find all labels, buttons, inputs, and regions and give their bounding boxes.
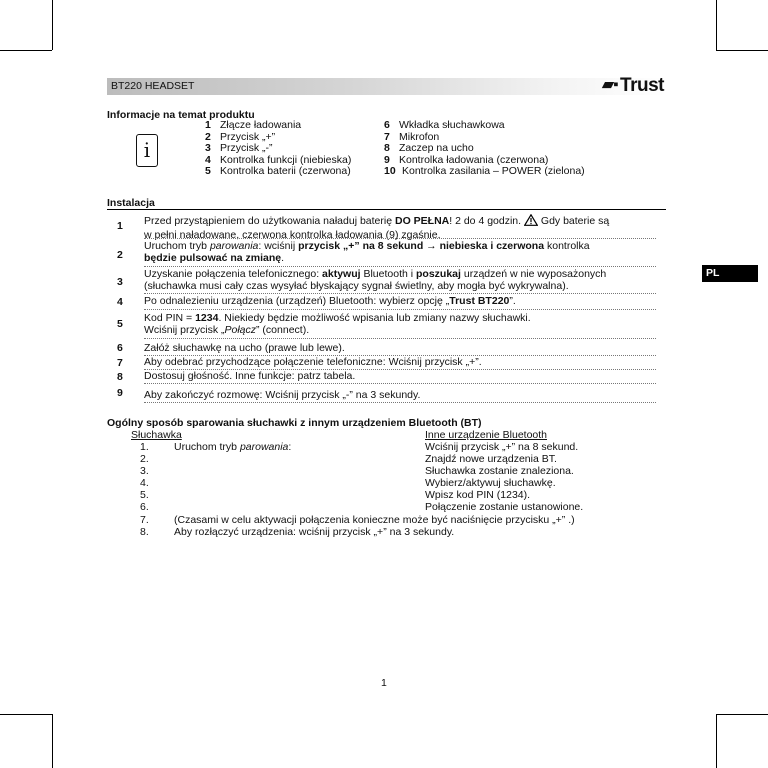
crop-mark-bl-v — [52, 714, 53, 768]
step-number: 6 — [117, 342, 123, 354]
step-9: Aby zakończyć rozmowę: Wciśnij przycisk „-” na 3 sekundy. — [144, 389, 421, 401]
product-heading: Informacje na temat produktu — [107, 109, 255, 121]
brand-logo: ▰▪ Trust — [602, 75, 664, 96]
product-item: 4 Kontrolka funkcji (niebieska) — [205, 153, 352, 166]
product-item: 7 Mikrofon — [384, 130, 440, 143]
row-separator — [144, 266, 656, 267]
step-number: 7 — [117, 357, 123, 369]
step-7: Aby odebrać przychodzące połączenie telefoniczne: Wciśnij przycisk „+”. — [144, 356, 482, 368]
product-item: 6 Wkładka słuchawkowa — [384, 119, 505, 131]
step-8: Dostosuj głośność. Inne funkcje: patrz tabela. — [144, 370, 356, 382]
step-number: 4 — [117, 296, 123, 308]
row-separator — [144, 238, 656, 239]
crop-mark-bl-h — [0, 714, 52, 715]
step-number: 9 — [117, 387, 123, 399]
step-2: Uruchom tryb parowania: wciśnij przycisk „+” na 8 sekund → niebieska i czerwona kontrolka będzie pulsować na zmianę. — [144, 240, 590, 264]
row-separator — [144, 338, 656, 339]
info-icon: i — [136, 134, 158, 167]
pairing-heading: Ogólny sposób sparowania słuchawki z innym urządzeniem Bluetooth (BT) — [107, 417, 482, 429]
row-separator — [144, 383, 656, 384]
row-separator — [144, 402, 656, 403]
step-1: Przed przystąpieniem do użytkowania naładuj baterię DO PEŁNA! 2 do 4 godzin. Gdy baterie są w pełni naładowane, czerwona kontrolka ładowania (9) zgaśnie. — [144, 215, 610, 241]
trust-logo-icon: ▰▪ — [602, 76, 619, 93]
product-item: 3 Przycisk „-” — [205, 142, 273, 154]
crop-mark-br-h — [716, 714, 768, 715]
crop-mark-tl-h — [0, 50, 52, 51]
step-number: 1 — [117, 220, 123, 232]
crop-mark-tl-v — [52, 0, 53, 50]
product-item: 9 Kontrolka ładowania (czerwona) — [384, 153, 549, 166]
row-separator — [144, 309, 656, 310]
pairing-col-right-header: Inne urządzenie Bluetooth — [425, 429, 548, 441]
step-4: Po odnalezieniu urządzenia (urządzeń) Bluetooth: wybierz opcję „Trust BT220”. — [144, 295, 516, 307]
crop-mark-tr-v — [716, 0, 717, 50]
product-item: 10 Kontrolka zasilania – POWER (zielona) — [384, 165, 585, 177]
language-tab: PL — [702, 265, 758, 282]
header-bar — [107, 75, 666, 96]
crop-mark-br-v — [716, 714, 717, 768]
product-item: 5 Kontrolka baterii (czerwona) — [205, 165, 351, 177]
warning-triangle-icon — [524, 214, 538, 230]
step-number: 3 — [117, 276, 123, 288]
product-item: 2 Przycisk „+” — [205, 130, 276, 143]
step-number: 5 — [117, 318, 123, 330]
step-number: 2 — [117, 249, 123, 261]
product-item: 1 Złącze ładowania — [205, 119, 302, 131]
install-rule — [107, 209, 666, 210]
page-number: 1 — [381, 677, 387, 689]
product-item: 8 Zaczep na ucho — [384, 142, 474, 154]
step-6: Załóż słuchawkę na ucho (prawe lub lewe). — [144, 342, 345, 354]
step-number: 8 — [117, 371, 123, 383]
row-separator — [144, 293, 656, 294]
install-heading: Instalacja — [107, 197, 155, 209]
product-list-right — [384, 120, 585, 178]
step-5: Kod PIN = 1234. Niekiedy będzie możliwość wpisania lub zmiany nazwy słuchawki. Wciśnij przycisk „Połącz” (connect). — [144, 312, 531, 336]
crop-mark-tr-h — [716, 50, 768, 51]
header-title: BT220 HEADSET — [111, 80, 195, 92]
product-list-left — [205, 120, 351, 178]
pairing-col-left-header: Słuchawka — [131, 429, 182, 441]
step-3: Uzyskanie połączenia telefonicznego: aktywuj Bluetooth i poszukaj urządzeń w nie wyposażonych (słuchawka musi cały czas wysyłać błyskający sygnał świetlny, aby mogła być wykrywalna). — [144, 268, 607, 292]
